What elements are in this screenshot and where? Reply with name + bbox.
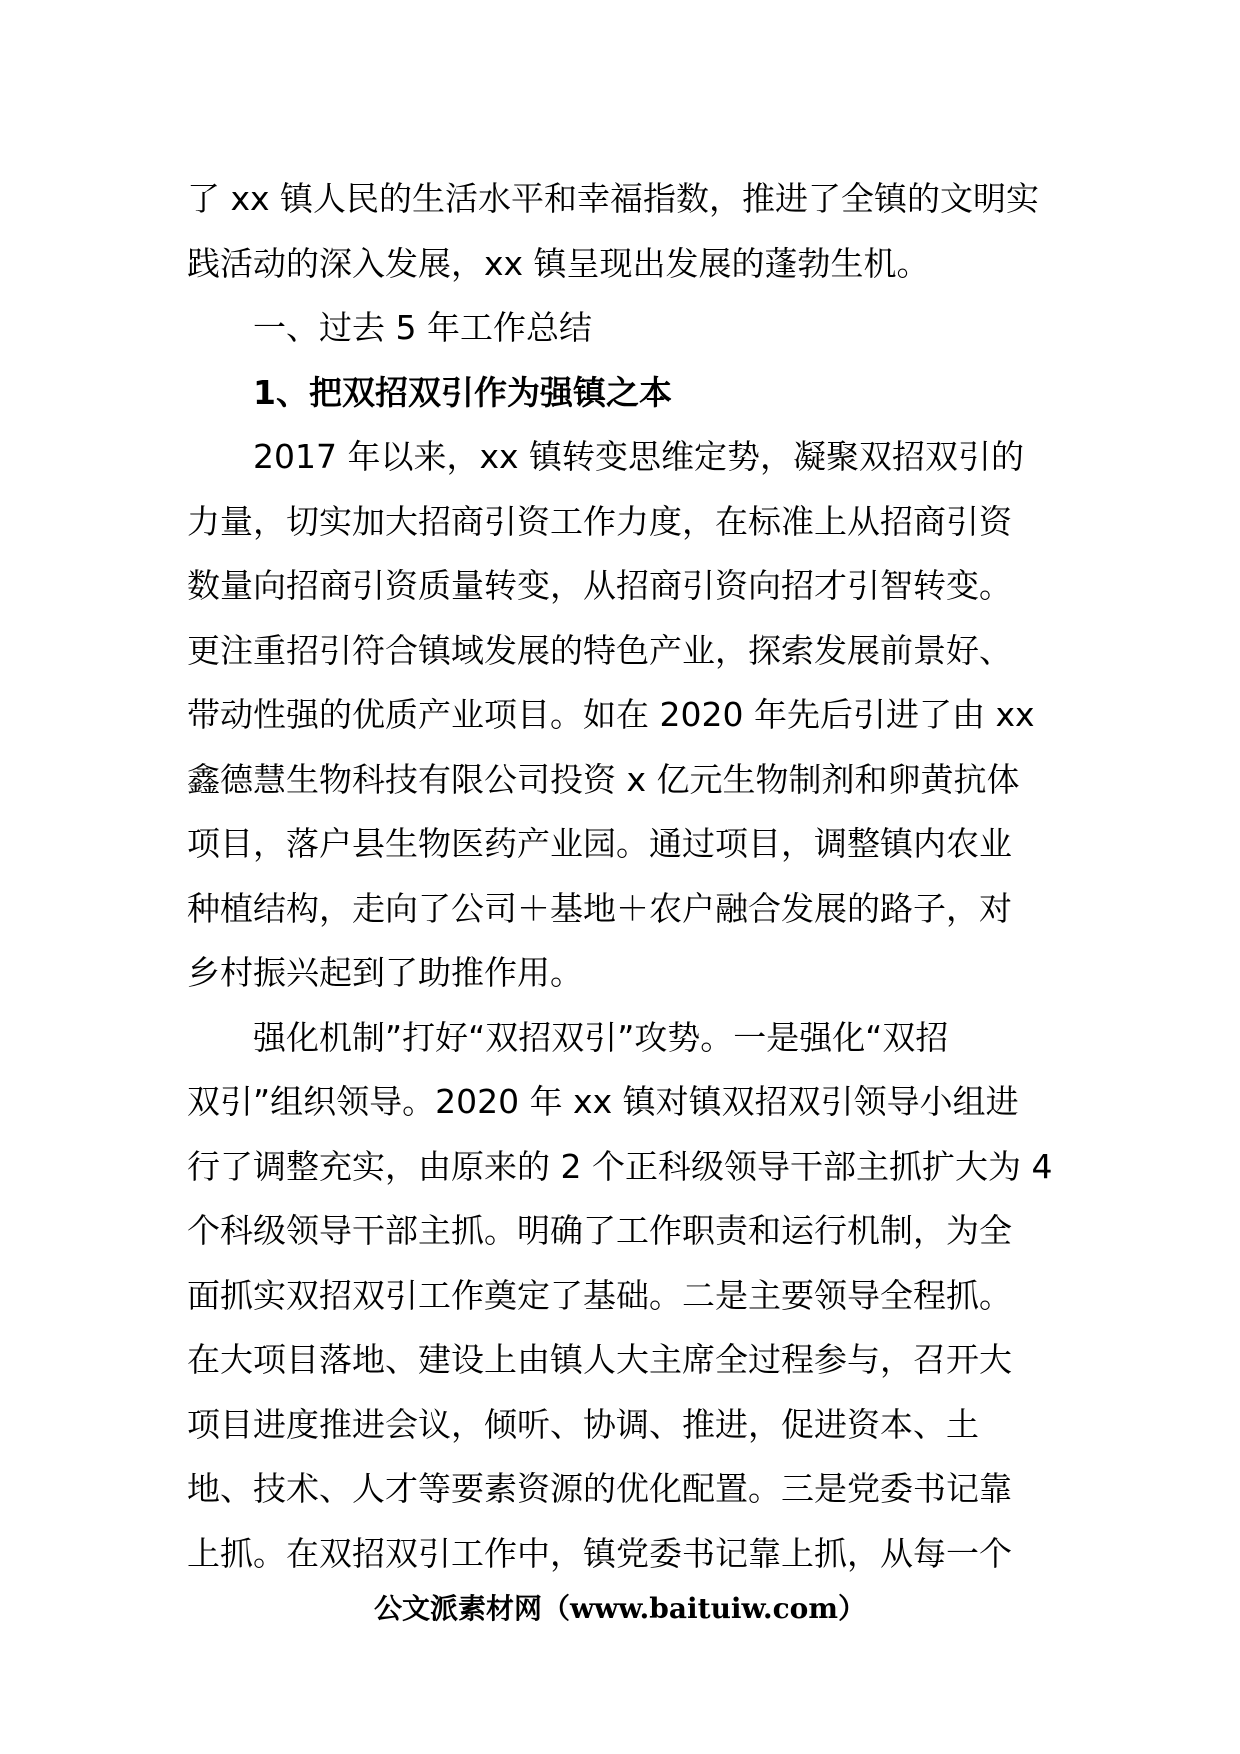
section-heading: 一、过去 5 年工作总结 <box>253 308 592 347</box>
body-line-21: 地、技术、人才等要素资源的优化配置。三是党委书记靠 <box>187 1469 1012 1508</box>
body-line-8: 更注重招引符合镇域发展的特色产业，探索发展前景好、 <box>187 630 1012 670</box>
document-body <box>187 167 1053 1586</box>
footer-watermark: 公文派素材网（www.baituiw.com） <box>374 1592 866 1625</box>
body-line-7: 数量向招商引资质量转变，从招商引资向招才引智转变。 <box>187 566 1012 605</box>
body-line-14: 强化机制”打好“双招双引”攻势。一是强化“双招 <box>253 1017 949 1057</box>
body-line-18: 面抓实双招双引工作奠定了基础。二是主要领导全程抓。 <box>187 1275 1012 1315</box>
body-line-6: 力量，切实加大招商引资工作力度，在标准上从招商引资 <box>187 501 1012 541</box>
body-line-11: 项目，落户县生物医药产业园。通过项目，调整镇内农业 <box>187 824 1012 863</box>
body-line-10: 鑫德慧生物科技有限公司投资 x 亿元生物制剂和卵黄抗体 <box>187 759 1020 799</box>
body-line-22: 上抓。在双招双引工作中，镇党委书记靠上抓，从每一个 <box>187 1533 1012 1573</box>
body-line-5: 2017 年以来，xx 镇转变思维定势，凝聚双招双引的 <box>253 437 1025 476</box>
body-line-13: 乡村振兴起到了助推作用。 <box>187 953 583 992</box>
body-line-15: 双引”组织领导。2020 年 xx 镇对镇双招双引领导小组进 <box>187 1082 1019 1121</box>
body-line-2: 践活动的深入发展，xx 镇呈现出发展的蓬勃生机。 <box>187 243 930 283</box>
subsection-heading: 1、把双招双引作为强镇之本 <box>253 372 672 412</box>
body-line-1: 了 xx 镇人民的生活水平和幸福指数，推进了全镇的文明实 <box>187 179 1040 218</box>
body-line-12: 种植结构，走向了公司＋基地＋农户融合发展的路子，对 <box>187 888 1012 928</box>
body-line-20: 项目进度推进会议，倾听、协调、推进，促进资本、土 <box>187 1404 979 1444</box>
body-line-16: 行了调整充实，由原来的 2 个正科级领导干部主抓扩大为 4 <box>187 1146 1053 1186</box>
body-line-17: 个科级领导干部主抓。明确了工作职责和运行机制，为全 <box>187 1211 1012 1250</box>
body-line-9: 带动性强的优质产业项目。如在 2020 年先后引进了由 xx <box>187 695 1035 734</box>
body-line-19: 在大项目落地、建设上由镇人大主席全过程参与，召开大 <box>187 1340 1012 1379</box>
